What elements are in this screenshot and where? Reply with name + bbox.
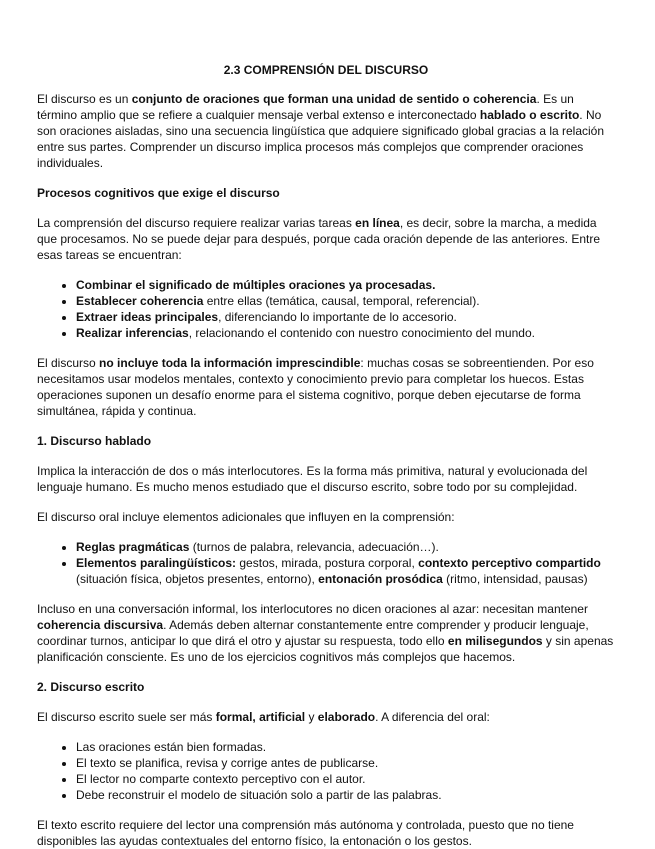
list-item	[76, 555, 615, 587]
written-paragraph-2	[37, 817, 615, 849]
text-segment: entre ellas (temática, causal, temporal, referencial).	[203, 294, 480, 308]
text-segment: Debe reconstruir el modelo de situación solo a partir de las palabras.	[76, 788, 442, 802]
list-item	[76, 309, 615, 325]
text-segment: , relacionando el contenido con nuestro conocimiento del mundo.	[188, 326, 535, 340]
list-item	[76, 787, 615, 803]
spoken-paragraph-3	[37, 601, 615, 665]
bold-text: en línea	[355, 216, 400, 230]
bold-text: conjunto de oraciones que forman una unidad de sentido o coherencia	[131, 92, 537, 106]
text-segment: El discurso es un	[37, 92, 132, 106]
list-item	[76, 277, 615, 293]
text-segment: . Además deben alternar constantemente entre comprender y producir lenguaje, coordinar turnos, anticipar lo que dirá el otro y ajustar su respuesta, todo ello	[37, 618, 589, 648]
written-features-list	[37, 739, 615, 803]
text-segment: y sin apenas planificación consciente. Es uno de los ejercicios cognitivos más complejos que hacemos.	[37, 634, 614, 664]
list-item	[76, 539, 615, 555]
bold-text: hablado o escrito	[479, 108, 580, 122]
text-segment: (situación física, objetos presentes, entorno),	[76, 572, 319, 586]
section-heading-written: 2. Discurso escrito	[37, 680, 145, 694]
cognitive-task-list	[37, 277, 615, 341]
bold-text: Establecer coherencia	[76, 294, 204, 308]
text-segment: gestos, mirada, postura corporal,	[236, 556, 419, 570]
text-segment: y	[305, 710, 318, 724]
bold-text: coherencia discursiva	[37, 618, 164, 632]
document-title: 2.3 COMPRENSIÓN DEL DISCURSO	[223, 63, 429, 77]
text-segment: . Es un término amplio que se refiere a cualquier mensaje verbal extenso e interconectado	[37, 92, 574, 122]
text-segment: Implica la interacción de dos o más interlocutores. Es la forma más primitiva, natural y evolucionada del lenguaje humano. Es mucho menos estudiado que el discurso escrito, sobre todo por su complejidad.	[37, 464, 588, 494]
intro-paragraph	[37, 91, 615, 171]
text-segment: . A diferencia del oral:	[375, 710, 490, 724]
text-segment: El lector no comparte contexto perceptivo con el autor.	[76, 772, 366, 786]
text-segment: El texto escrito requiere del lector una comprensión más autónoma y controlada, puesto que no tiene disponibles las ayudas contextuales del entorno físico, la entonación o los gestos.	[37, 818, 574, 848]
list-item	[76, 739, 615, 755]
bold-text: no incluye toda la información imprescindible	[99, 356, 361, 370]
text-segment: El discurso	[37, 356, 100, 370]
text-segment: (ritmo, intensidad, pausas)	[442, 572, 588, 586]
bold-text: en milisegundos	[447, 634, 543, 648]
bold-text: formal, artificial	[215, 710, 306, 724]
list-item	[76, 293, 615, 309]
bold-text: Realizar inferencias	[76, 326, 189, 340]
spoken-paragraph-1	[37, 463, 615, 495]
text-segment: La comprensión del discurso requiere realizar varias tareas	[37, 216, 356, 230]
bold-text: elaborado	[317, 710, 376, 724]
text-segment: , diferenciando lo importante de lo accesorio.	[218, 310, 457, 324]
text-segment: : muchas cosas se sobreentienden. Por eso necesitamos usar modelos mentales, contexto y conocimiento previo para completar los huecos. Estas operaciones suponen un desafío enorme para el sistema cognitivo, porque deben ejecutarse de forma simultánea, rápida y continua.	[37, 356, 594, 418]
text-segment: Incluso en una conversación informal, los interlocutores no dicen oraciones al azar: necesitan mantener	[37, 602, 588, 616]
written-paragraph-1	[37, 709, 615, 725]
text-segment: . No son oraciones aisladas, sino una secuencia lingüística que adquiere significado global gracias a la relación entre sus partes. Comprender un discurso implica procesos más complejos que comprender oraciones individuales.	[37, 108, 605, 170]
text-segment: Las oraciones están bien formadas.	[76, 740, 267, 754]
bold-text: Combinar el significado de múltiples oraciones ya procesadas.	[76, 278, 436, 292]
text-segment: El texto se planifica, revisa y corrige antes de publicarse.	[76, 756, 379, 770]
list-item	[76, 755, 615, 771]
spoken-paragraph-2	[37, 509, 615, 525]
cognitive-closing-paragraph	[37, 355, 615, 419]
list-item	[76, 325, 615, 341]
bold-text: Extraer ideas principales	[76, 310, 219, 324]
bold-text: entonación prosódica	[318, 572, 443, 586]
bold-text: contexto perceptivo compartido	[418, 556, 601, 570]
bold-text: Reglas pragmáticas	[76, 540, 190, 554]
list-item	[76, 771, 615, 787]
spoken-elements-list	[37, 539, 615, 587]
text-segment: (turnos de palabra, relevancia, adecuación…).	[189, 540, 439, 554]
bold-text: Elementos paralingüísticos:	[76, 556, 237, 570]
text-segment: El discurso escrito suele ser más	[37, 710, 216, 724]
section-heading-cognitive: Procesos cognitivos que exige el discurso	[37, 186, 280, 200]
cognitive-paragraph	[37, 215, 615, 263]
text-segment: El discurso oral incluye elementos adicionales que influyen en la comprensión:	[37, 510, 455, 524]
text-segment: , es decir, sobre la marcha, a medida que procesamos. No se puede dejar para después, porque cada oración depende de las anteriores. Entre esas tareas se encuentran:	[37, 216, 601, 262]
section-heading-spoken: 1. Discurso hablado	[37, 434, 152, 448]
